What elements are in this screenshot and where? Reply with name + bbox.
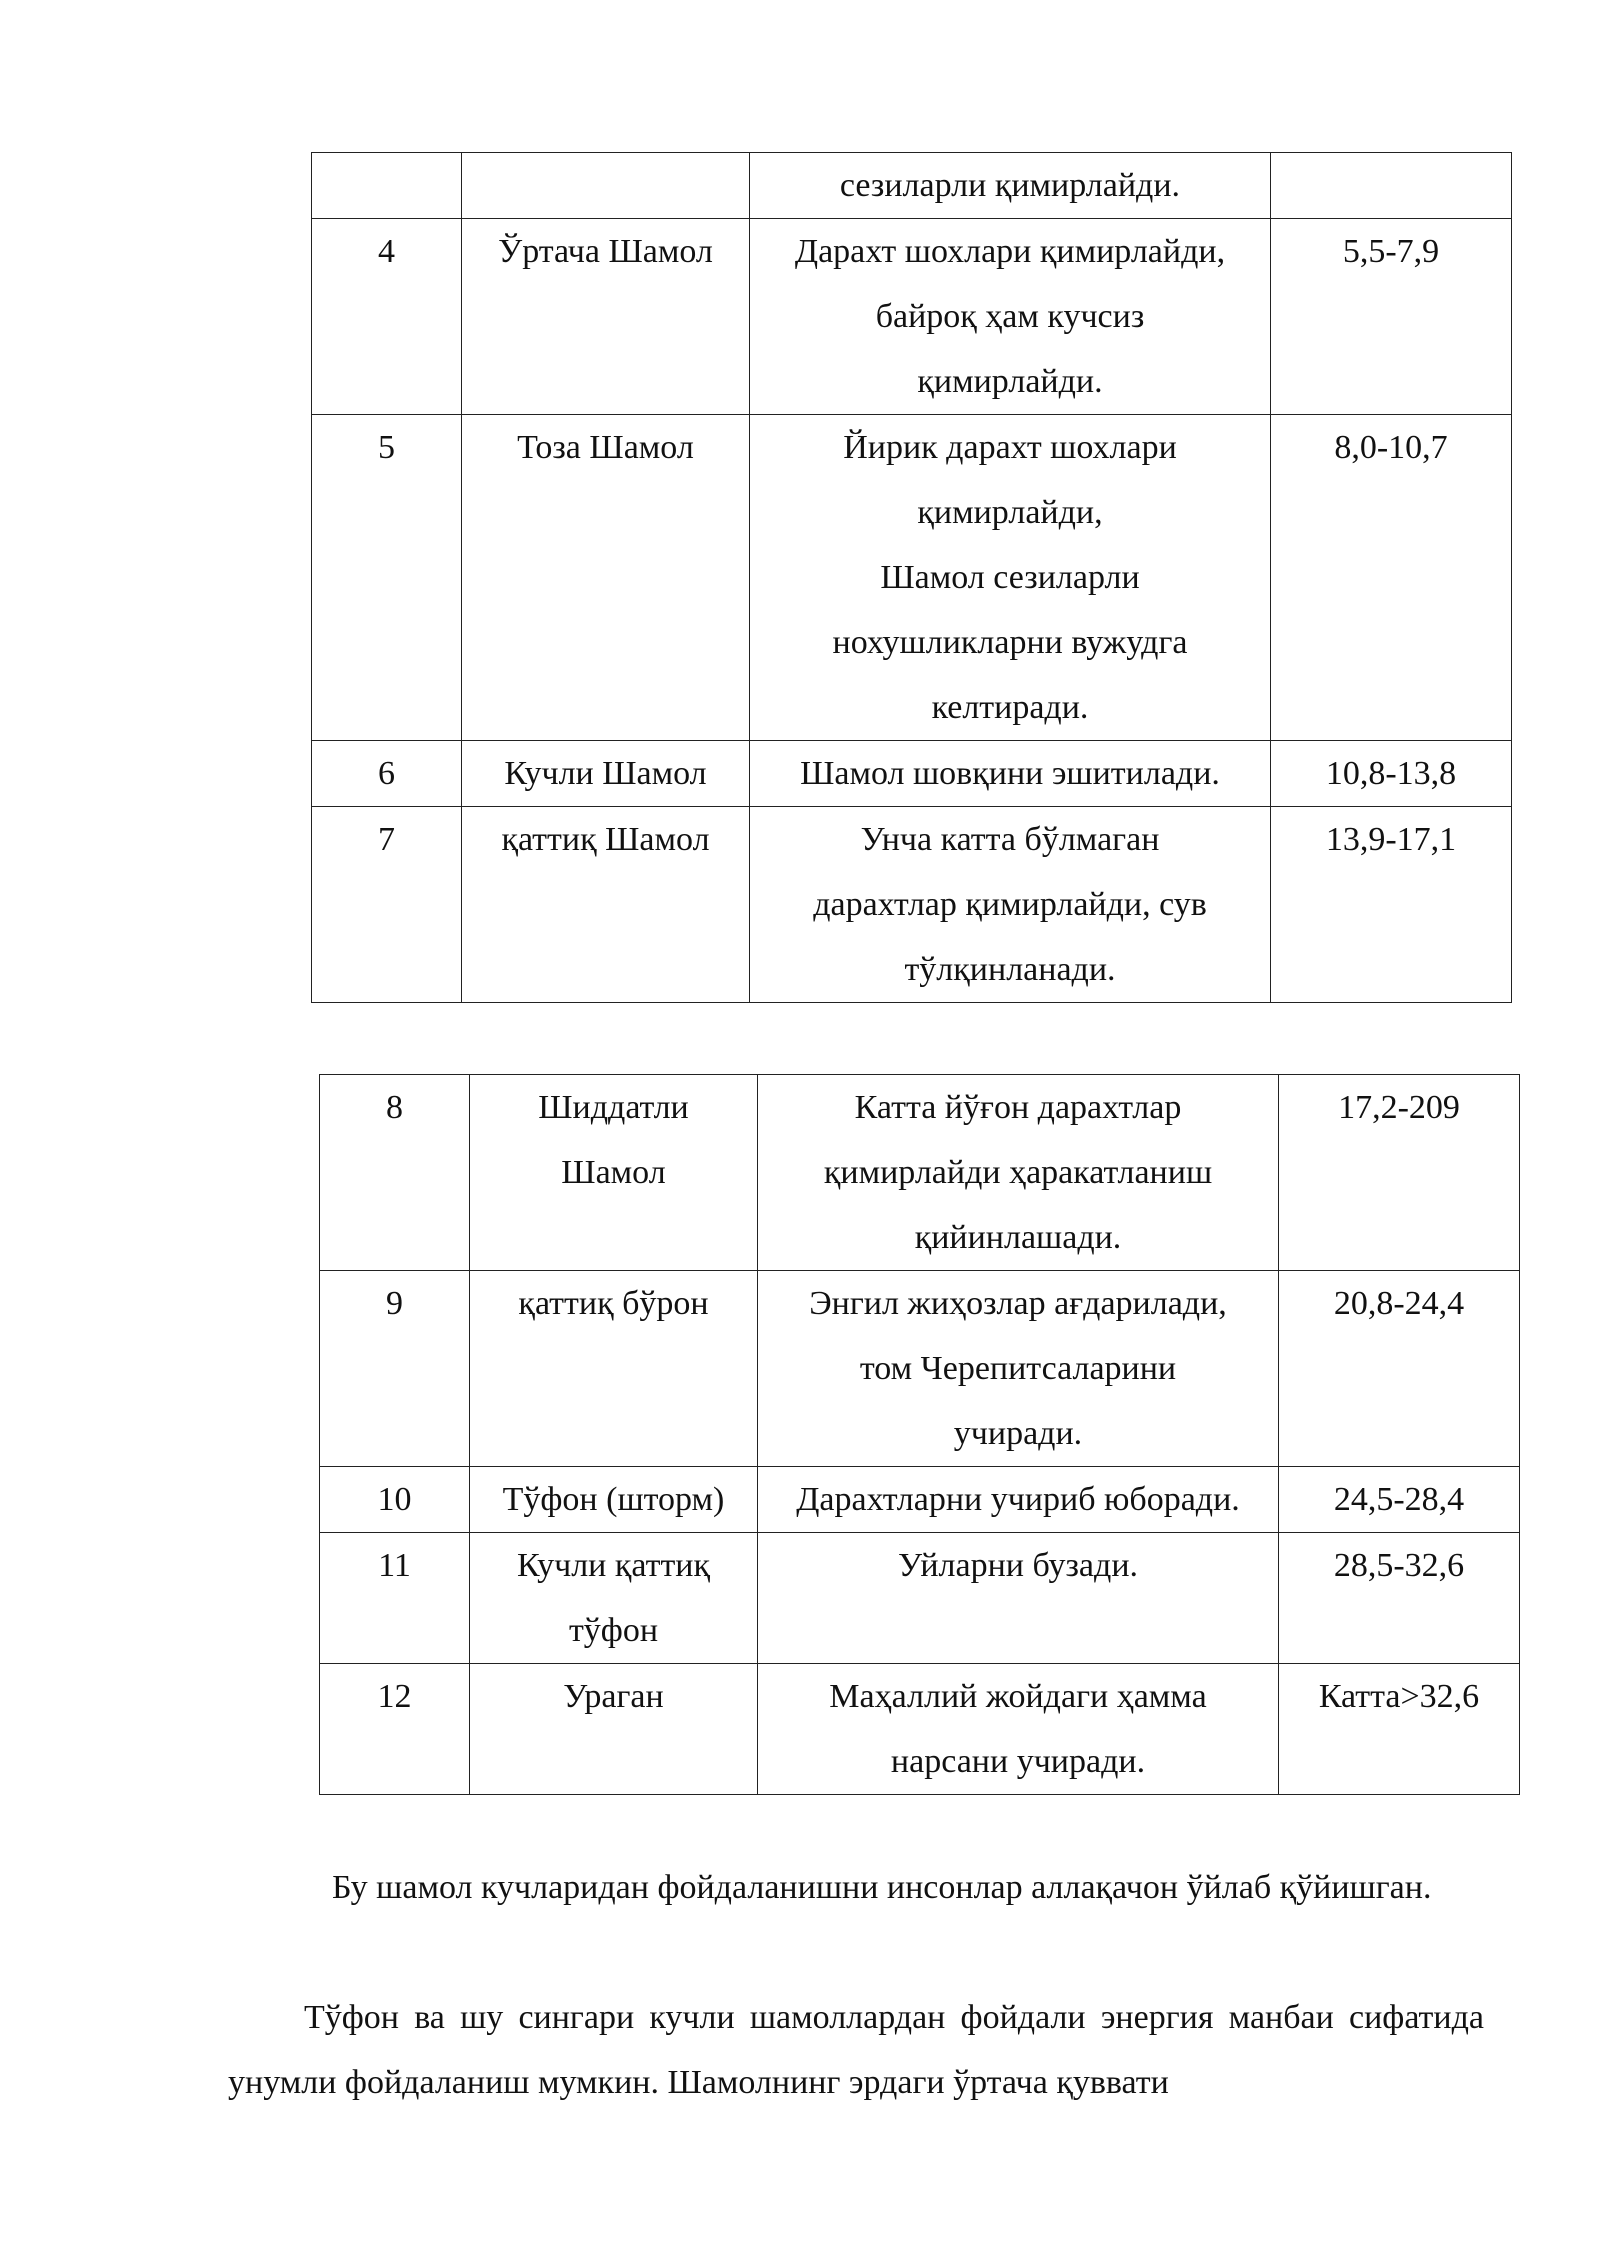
wind-description-cell: сезиларли қимирлайди. [750, 153, 1271, 219]
wind-description-cell: Шамол шовқини эшитилади. [750, 741, 1271, 807]
wind-name-cell: Кучли қаттиқ тўфон [470, 1533, 758, 1664]
wind-description-cell: Йирик дарахт шохлари қимирлайди, Шамол сезиларли нохушликларни вужудга келтиради. [750, 415, 1271, 741]
beaufort-number-cell: 9 [320, 1271, 470, 1467]
wind-scale-table-part-1 [311, 152, 1512, 1003]
wind-description-cell: Унча катта бўлмаган дарахтлар қимирлайди, сув тўлқинланади. [750, 807, 1271, 1003]
wind-name-cell: қаттиқ Шамол [462, 807, 750, 1003]
wind-description-cell: Маҳаллий жойдаги ҳамма нарсани учиради. [758, 1664, 1279, 1795]
wind-scale-table-part-2 [319, 1074, 1520, 1795]
beaufort-number-cell: 8 [320, 1075, 470, 1271]
wind-speed-cell: 13,9-17,1 [1271, 807, 1512, 1003]
beaufort-number-cell: 4 [312, 219, 462, 415]
wind-name-cell: Кучли Шамол [462, 741, 750, 807]
wind-speed-cell: 28,5-32,6 [1279, 1533, 1520, 1664]
wind-speed-cell: 5,5-7,9 [1271, 219, 1512, 415]
wind-speed-cell: 8,0-10,7 [1271, 415, 1512, 741]
body-paragraph: Тўфон ва шу сингари кучли шамоллардан фойдали энергия манбаи сифатида унумли фойдаланиш мумкин. Шамолнинг эрдаги ўртача қуввати [228, 1999, 1484, 2101]
body-paragraph: Бу шамол кучларидан фойдаланишни инсонлар аллақачон ўйлаб қўйишган. [332, 1869, 1432, 1906]
beaufort-number-cell [312, 153, 462, 219]
table-row [312, 807, 1512, 1003]
beaufort-number-cell: 12 [320, 1664, 470, 1795]
table-row [312, 415, 1512, 741]
beaufort-number-cell: 7 [312, 807, 462, 1003]
table-row [320, 1075, 1520, 1271]
table-row [320, 1533, 1520, 1664]
wind-name-cell: Шиддатли Шамол [470, 1075, 758, 1271]
table-row [320, 1467, 1520, 1533]
wind-description-cell: Уйларни бузади. [758, 1533, 1279, 1664]
wind-description-cell: Энгил жиҳозлар ағдарилади, том Черепитсаларини учиради. [758, 1271, 1279, 1467]
beaufort-number-cell: 6 [312, 741, 462, 807]
table-row [320, 1664, 1520, 1795]
beaufort-number-cell: 5 [312, 415, 462, 741]
wind-name-cell: қаттиқ бўрон [470, 1271, 758, 1467]
table-row [320, 1271, 1520, 1467]
wind-name-cell: Тоза Шамол [462, 415, 750, 741]
beaufort-number-cell: 10 [320, 1467, 470, 1533]
table-row [312, 153, 1512, 219]
wind-speed-cell: 10,8-13,8 [1271, 741, 1512, 807]
beaufort-number-cell: 11 [320, 1533, 470, 1664]
wind-speed-cell: 17,2-209 [1279, 1075, 1520, 1271]
wind-speed-cell: 24,5-28,4 [1279, 1467, 1520, 1533]
wind-description-cell: Дарахтларни учириб юборади. [758, 1467, 1279, 1533]
wind-description-cell: Катта йўғон дарахтлар қимирлайди ҳаракатланиш қийинлашади. [758, 1075, 1279, 1271]
wind-name-cell: Тўфон (шторм) [470, 1467, 758, 1533]
wind-speed-cell: Катта>32,6 [1279, 1664, 1520, 1795]
table-row [312, 741, 1512, 807]
wind-speed-cell [1271, 153, 1512, 219]
table-row [312, 219, 1512, 415]
wind-speed-cell: 20,8-24,4 [1279, 1271, 1520, 1467]
wind-name-cell: Ўртача Шамол [462, 219, 750, 415]
wind-name-cell [462, 153, 750, 219]
wind-description-cell: Дарахт шохлари қимирлайди, байроқ ҳам кучсиз қимирлайди. [750, 219, 1271, 415]
wind-name-cell: Ураган [470, 1664, 758, 1795]
